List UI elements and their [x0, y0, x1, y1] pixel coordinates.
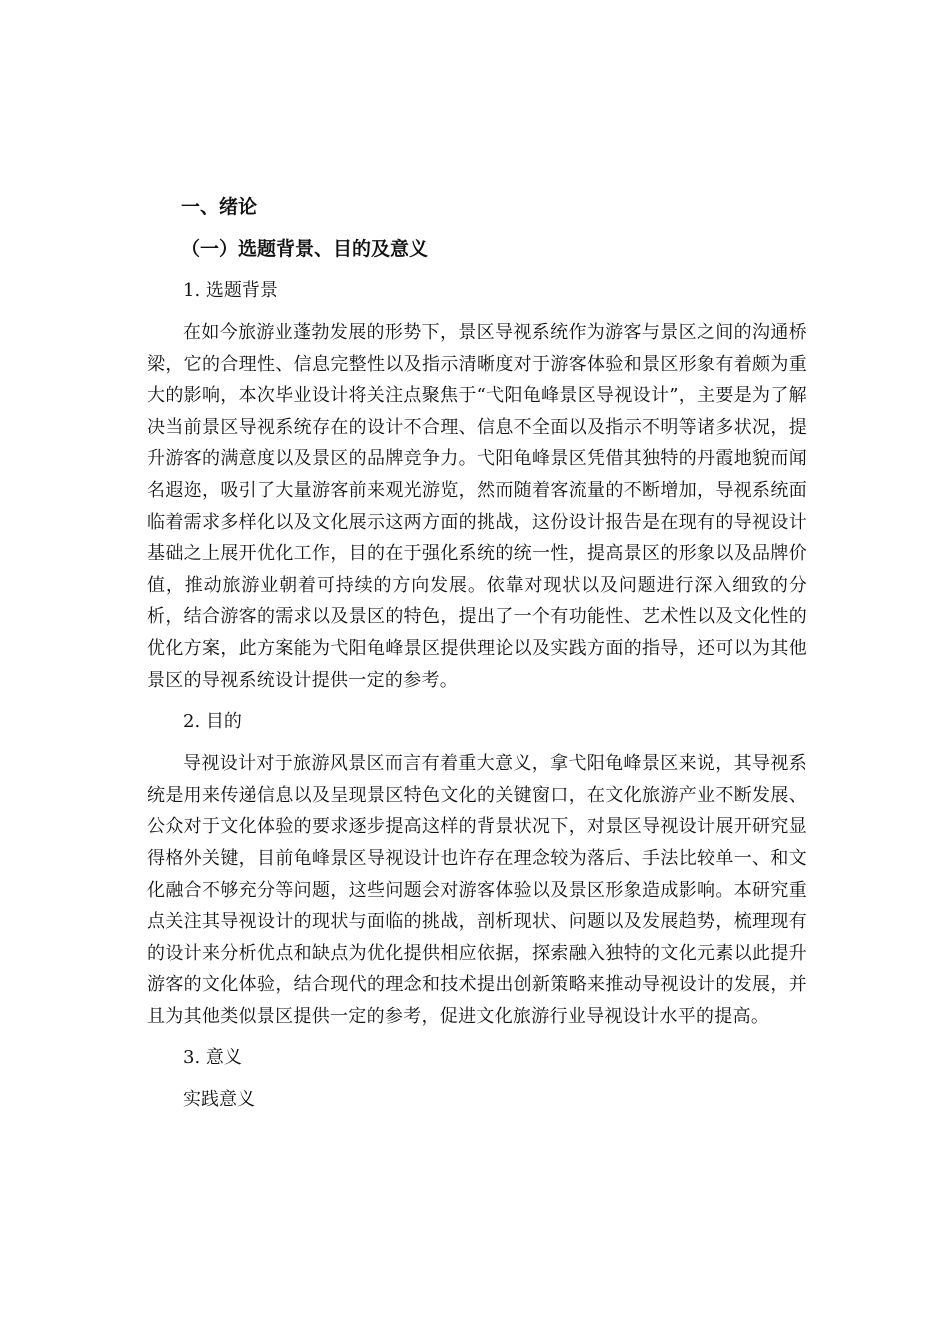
subsection-heading-purpose: 2. 目的 — [183, 711, 242, 733]
chapter-heading: 一、绪论 — [181, 196, 258, 218]
subsection-heading-background: 1. 选题背景 — [183, 280, 278, 301]
subsection-subtitle-practical: 实践意义 — [183, 1089, 255, 1111]
paragraph-purpose: 导视设计对于旅游风景区而言有着重大意义，拿弋阳龟峰景区来说，其导视系统是用来传递信息以及呈现景区特色文化的关键窗口，在文化旅游产业不断发展、公众对于文化体验的要求逐步提高这样的背景状况下，对景区导视设计展开研究显得格外关键，目前龟峰景区导视设计也许存在理念较为落后、手法比较单一、和文化融合不够充分等问题，这些问题会对游客体验以及景区形象造成影响。本研究重点关注其导视设计的现状与面临的挑战，剖析现状、问题以及发展趋势，梳理现有的设计来分析优点和缺点为优化提供相应依据，探索融入独特的文化元素以此提升游客的文化体验，结合现代的理念和技术提出创新策略来推动导视设计的发展，并且为其他类似景区提供一定的参考，促进文化旅游行业导视设计水平的提高。 — [147, 753, 807, 1027]
section-heading: （一）选题背景、目的及意义 — [181, 238, 429, 260]
paragraph-background: 在如今旅游业蓬勃发展的形势下，景区导视系统作为游客与景区之间的沟通桥梁，它的合理性、信息完整性以及指示清晰度对于游客体验和景区形象有着颇为重大的影响，本次毕业设计将关注点聚焦于“弋阳龟峰景区导视设计”，主要是为了解决当前景区导视系统存在的设计不合理、信息不全面以及指示不明等诸多状况，提升游客的满意度以及景区的品牌竞争力。弋阳龟峰景区凭借其独特的丹霞地貌而闻名遐迩，吸引了大量游客前来观光游览，然而随着客流量的不断增加，导视系统面临着需求多样化以及文化展示这两方面的挑战，这份设计报告是在现有的导视设计基础之上展开优化工作，目的在于强化系统的统一性，提高景区的形象以及品牌价值，推动旅游业朝着可持续的方向发展。依靠对现状以及问题进行深入细致的分析，结合游客的需求以及景区的特色，提出了一个有功能性、艺术性以及文化性的优化方案，此方案能为弋阳龟峰景区提供理论以及实践方面的指导，还可以为其他景区的导视系统设计提供一定的参考。 — [147, 322, 807, 691]
document-body — [147, 191, 807, 1126]
subsection-heading-significance: 3. 意义 — [183, 1047, 242, 1069]
